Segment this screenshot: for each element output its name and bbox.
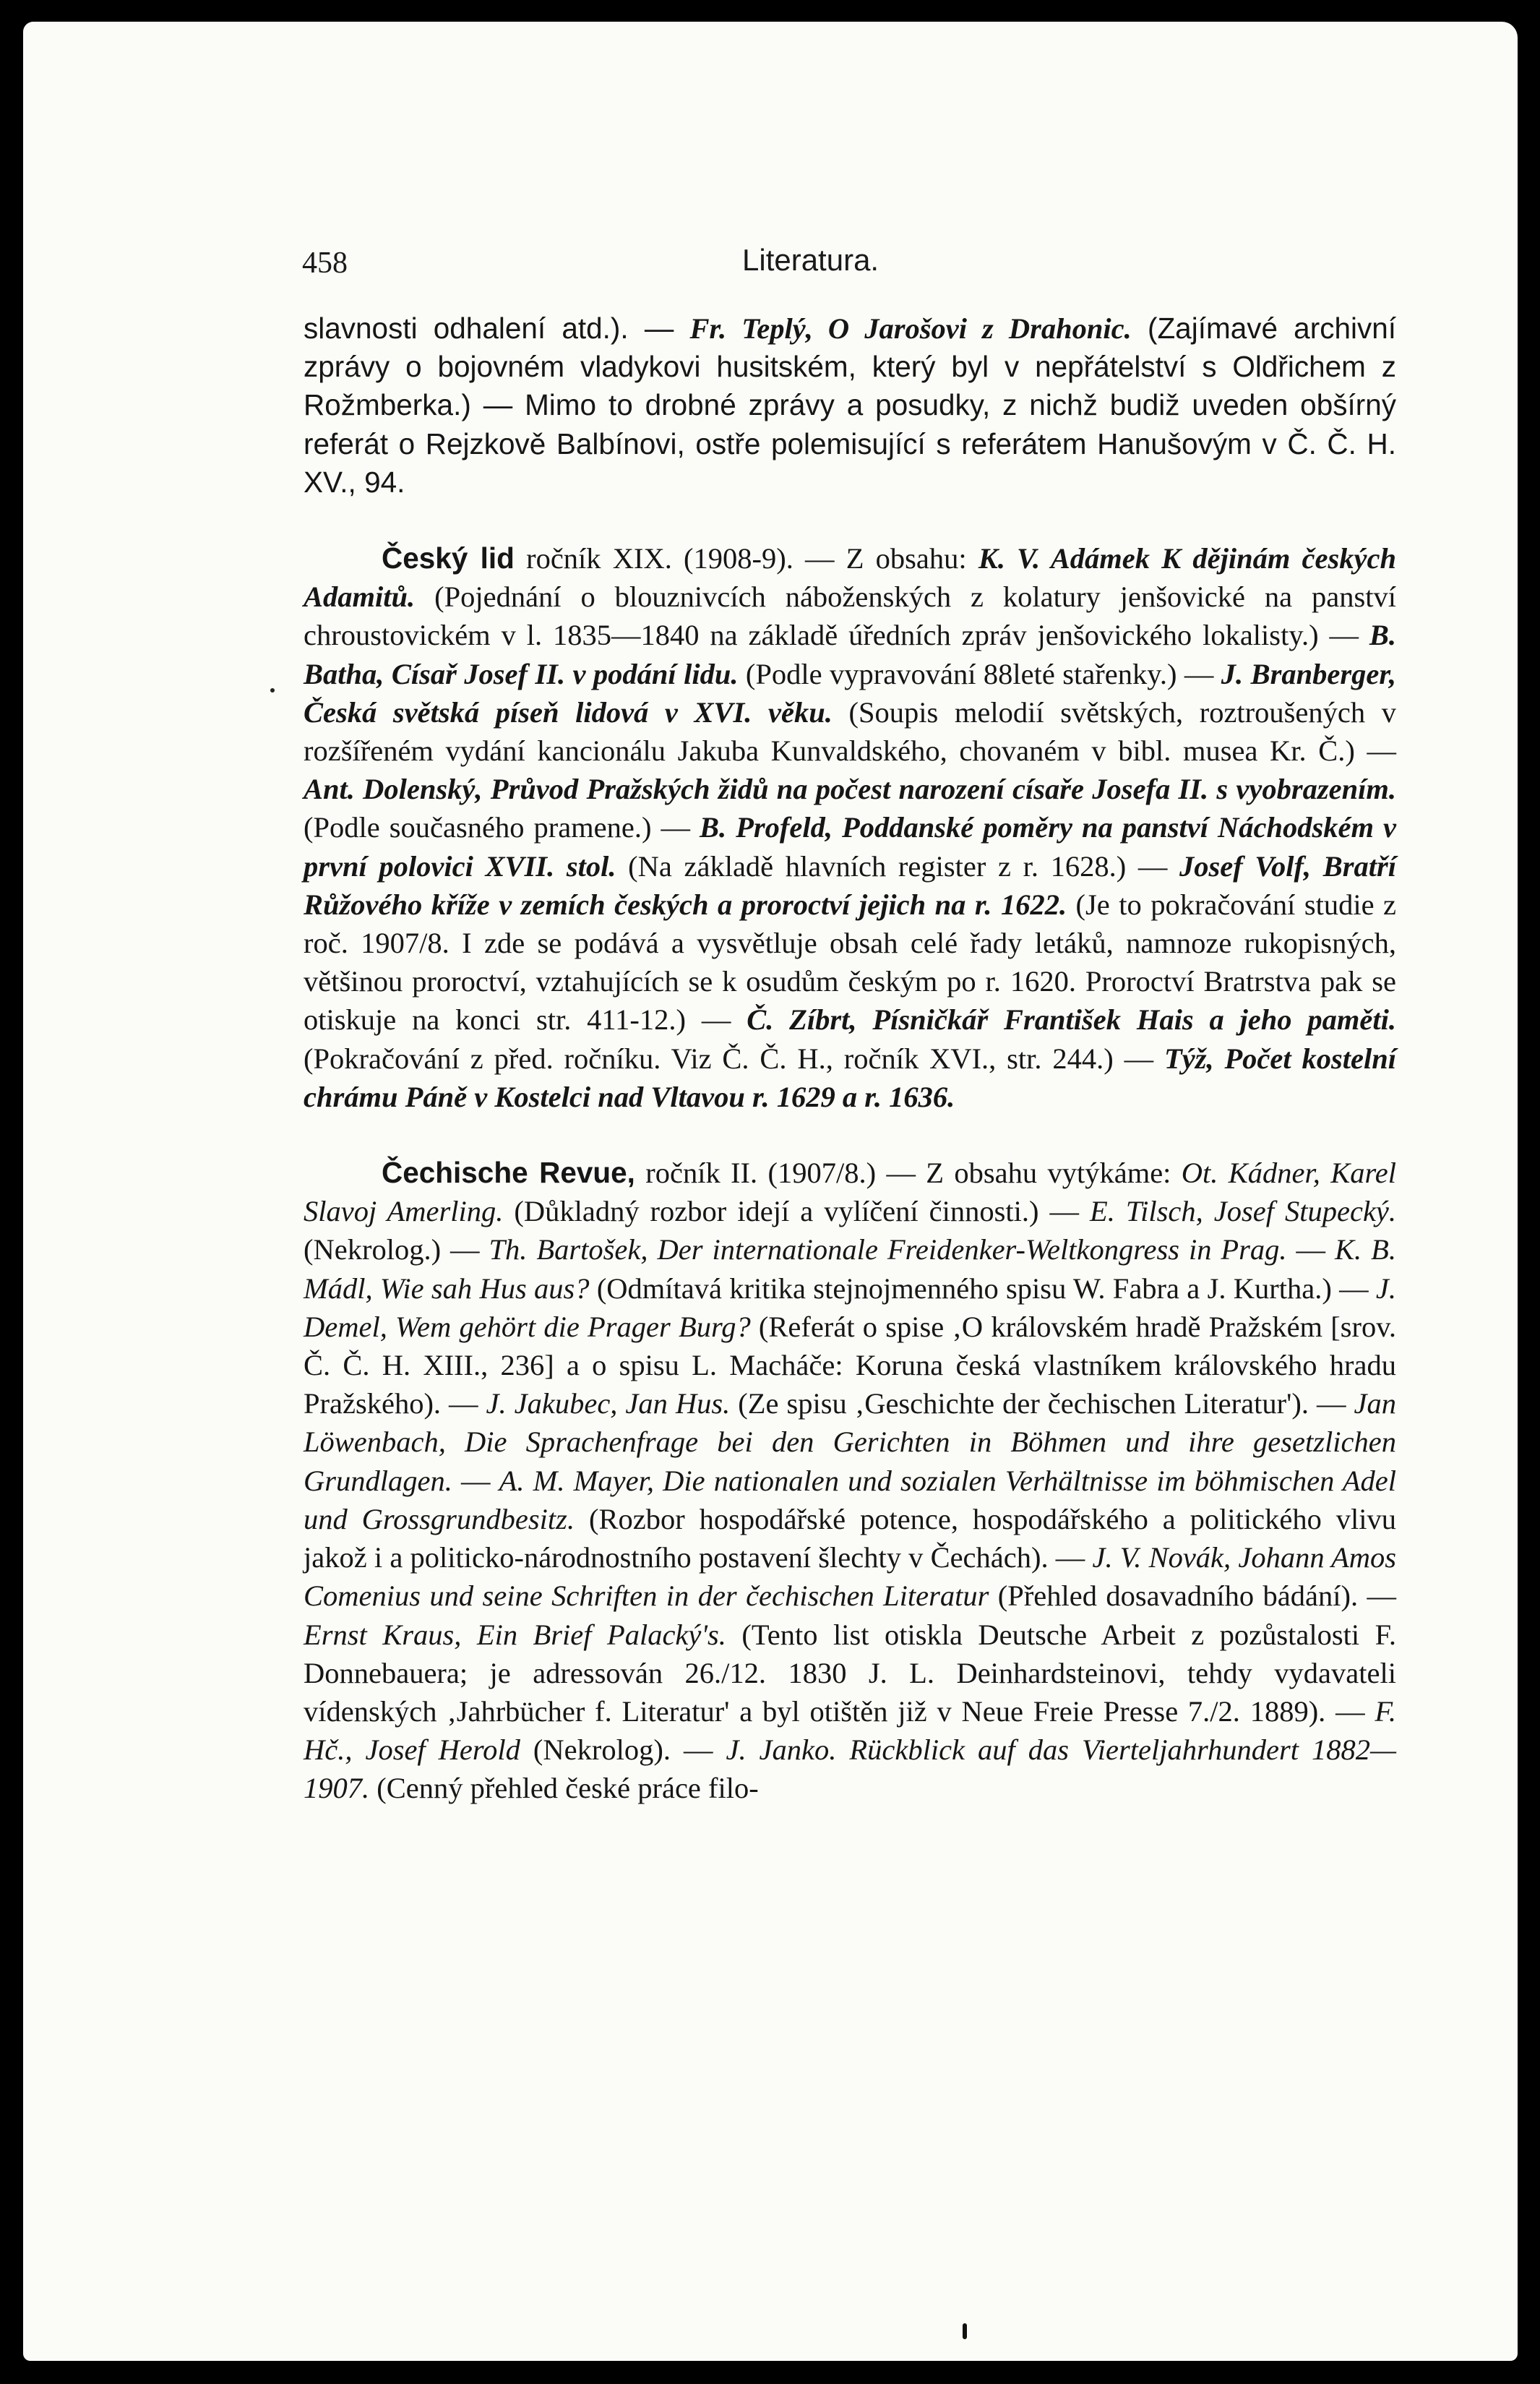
text-run: (Nekrolog.) — — [304, 1233, 489, 1266]
citation: Fr. Teplý, O Jarošovi z Drahonic. — [689, 312, 1132, 345]
citation: Jan Löwenbach, Die Sprachenfrage bei den Gerichten in Böhmen und ihre gesetzlichen Grundlagen. — [304, 1387, 1396, 1497]
citation: Ant. Dolenský, Průvod Pražských židů na počest narození císaře Josefa II. s vyobrazením. — [304, 773, 1396, 806]
page-header — [276, 231, 1382, 282]
journal-title: Český lid — [382, 541, 515, 575]
text-run: ročník XIX. (1908-9). — Z obsahu: — [514, 542, 978, 575]
ink-mark — [963, 2323, 967, 2339]
running-title: Literatura. — [742, 243, 879, 277]
citation: Josef Volf, Bratří Růžového kříže v zemích českých a proroctví jejich na r. 1622. — [304, 849, 1396, 921]
paragraph-continuation — [304, 309, 1396, 502]
text-run: (Nekrolog). — — [520, 1733, 726, 1767]
text-run: — — [452, 1464, 499, 1497]
text-run: (Zajímavé archivní zprávy o bojovném vladykovi husitském, který byl v nepřátelství s Oldřichem z Rožmberka.) — Mimo to drobné zprávy a posudky, z nichž budiž uveden obšírný referát o Rejzkově Balbínovi, ostře polemisující s referátem Hanušovým v Č. Č. H. XV., 94. — [304, 312, 1396, 499]
paragraph-cechische-revue — [304, 1154, 1396, 1807]
book-page — [23, 22, 1518, 2361]
citation: K. V. Adámek K dějinám českých Adamitů. — [304, 542, 1396, 614]
citation: Č. Zíbrt, Písničkář František Hais a jeho paměti. — [747, 1003, 1396, 1037]
citation: J. Jakubec, Jan Hus. — [486, 1387, 731, 1420]
citation: Ernst Kraus, Ein Brief Palacký's. — [304, 1618, 726, 1651]
text-run: (Pokračování z před. ročníku. Viz Č. Č. H., ročník XVI., str. 244.) — — [304, 1042, 1164, 1075]
text-run: (Odmítavá kritika stejnojmenného spisu W. Fabra a J. Kurtha.) — — [589, 1272, 1376, 1305]
text-run: (Tento list otiskla Deutsche Arbeit z pozůstalosti F. Donnebauera; je adressován 26./12. 1830 J. L. Deinhardsteinovi, tehdy vydavateli vídenských ‚Jahrbücher f. Literatur' a byl otištěn již v Neue Freie Presse 7./2. 1889). — — [304, 1618, 1396, 1728]
text-run: (Podle současného pramene.) — — [304, 811, 700, 844]
text-run: (Je to pokračování studie z roč. 1907/8. I zde se podává a vysvětluje obsah celé řady letáků, namnoze rukopisných, většinou proroctví, vztahujících se k osudům českým po r. 1620. Proroctví Bratrstva pak se otiskuje na konci str. 411-12.) — — [304, 888, 1397, 1037]
text-run: (Cenný přehled české práce filo- — [369, 1772, 759, 1805]
citation: A. M. Mayer, Die nationalen und sozialen Verhältnisse im böhmischen Adel und Grossgrundbesitz. — [304, 1464, 1397, 1535]
citation: J. Demel, Wem gehört die Prager Burg? — [304, 1272, 1396, 1343]
text-run: (Referát o spise ‚O královském hradě Pražském [srov. Č. Č. H. XIII., 236] a o spisu L. Macháče: Koruna česká vlastníkem královského hradu Pražského). — — [304, 1310, 1396, 1420]
citation: Týž, Počet kostelní chrámu Páně v Kostelci nad Vltavou r. 1629 a r. 1636. — [304, 1042, 1397, 1113]
citation: J. Branberger, Česká světská píseň lidová v XVI. věku. — [304, 657, 1396, 729]
text-run: ročník II. (1907/8.) — Z obsahu vytýkáme: — [635, 1157, 1182, 1190]
citation: F. Hč., Josef Herold — [304, 1694, 1396, 1767]
citation: J. V. Novák, Johann Amos Comenius und seine Schriften in der čechischen Literatur — [304, 1541, 1397, 1613]
citation: J. Janko. Rückblick auf das Vierteljahrhundert 1882—1907. — [304, 1733, 1396, 1805]
journal-title: Čechische Revue, — [382, 1156, 635, 1190]
text-run: (Důkladný rozbor idejí a vylíčení činnosti.) — — [503, 1195, 1091, 1228]
text-run: (Soupis melodií světských, roztroušených v rozšířeném vydání kancionálu Jakuba Kunvaldského, chovaném v bibl. musea Kr. Č.) — — [304, 695, 1396, 768]
text-run: (Přehled dosavadního bádání). — — [989, 1579, 1396, 1613]
citation: E. Tilsch, Josef Stupecký. — [1090, 1195, 1397, 1228]
paragraph-cesky-lid — [304, 539, 1396, 1116]
text-run: slavnosti odhalení atd.). — — [304, 312, 690, 345]
citation: Ot. Kádner, Karel Slavoj Amerling. — [304, 1157, 1396, 1228]
page-number: 458 — [302, 246, 348, 280]
citation: K. B. Mádl, Wie sah Hus aus? — [304, 1233, 1397, 1305]
citation: Th. Bartošek, Der internationale Freidenker-Weltkongress in Prag. — [489, 1233, 1287, 1266]
print-speck — [270, 688, 275, 693]
text-run: (Ze spisu ‚Geschichte der čechischen Literatur'). — — [730, 1387, 1354, 1420]
text-run: (Podle vypravování 88leté stařenky.) — — [738, 657, 1221, 690]
body-text — [304, 309, 1396, 1845]
citation: B. Batha, Císař Josef II. v podání lidu. — [304, 619, 1396, 690]
citation: B. Profeld, Poddanské poměry na panství Náchodském v první polovici XVII. stol. — [304, 811, 1396, 883]
text-run: (Pojednání o blouznivcích náboženských z kolatury jenšovické na panství chroustovickém v l. 1835—1840 na základě úředních zpráv jenšovického lokalisty.) — — [304, 580, 1396, 652]
text-run: — — [1286, 1233, 1335, 1266]
text-run: (Rozbor hospodářské potence, hospodářského a politického vlivu jakož i a politicko-národnostního postavení šlechty v Čechách). — — [304, 1502, 1396, 1574]
text-run: (Na základě hlavních register z r. 1628.) — — [616, 849, 1180, 883]
